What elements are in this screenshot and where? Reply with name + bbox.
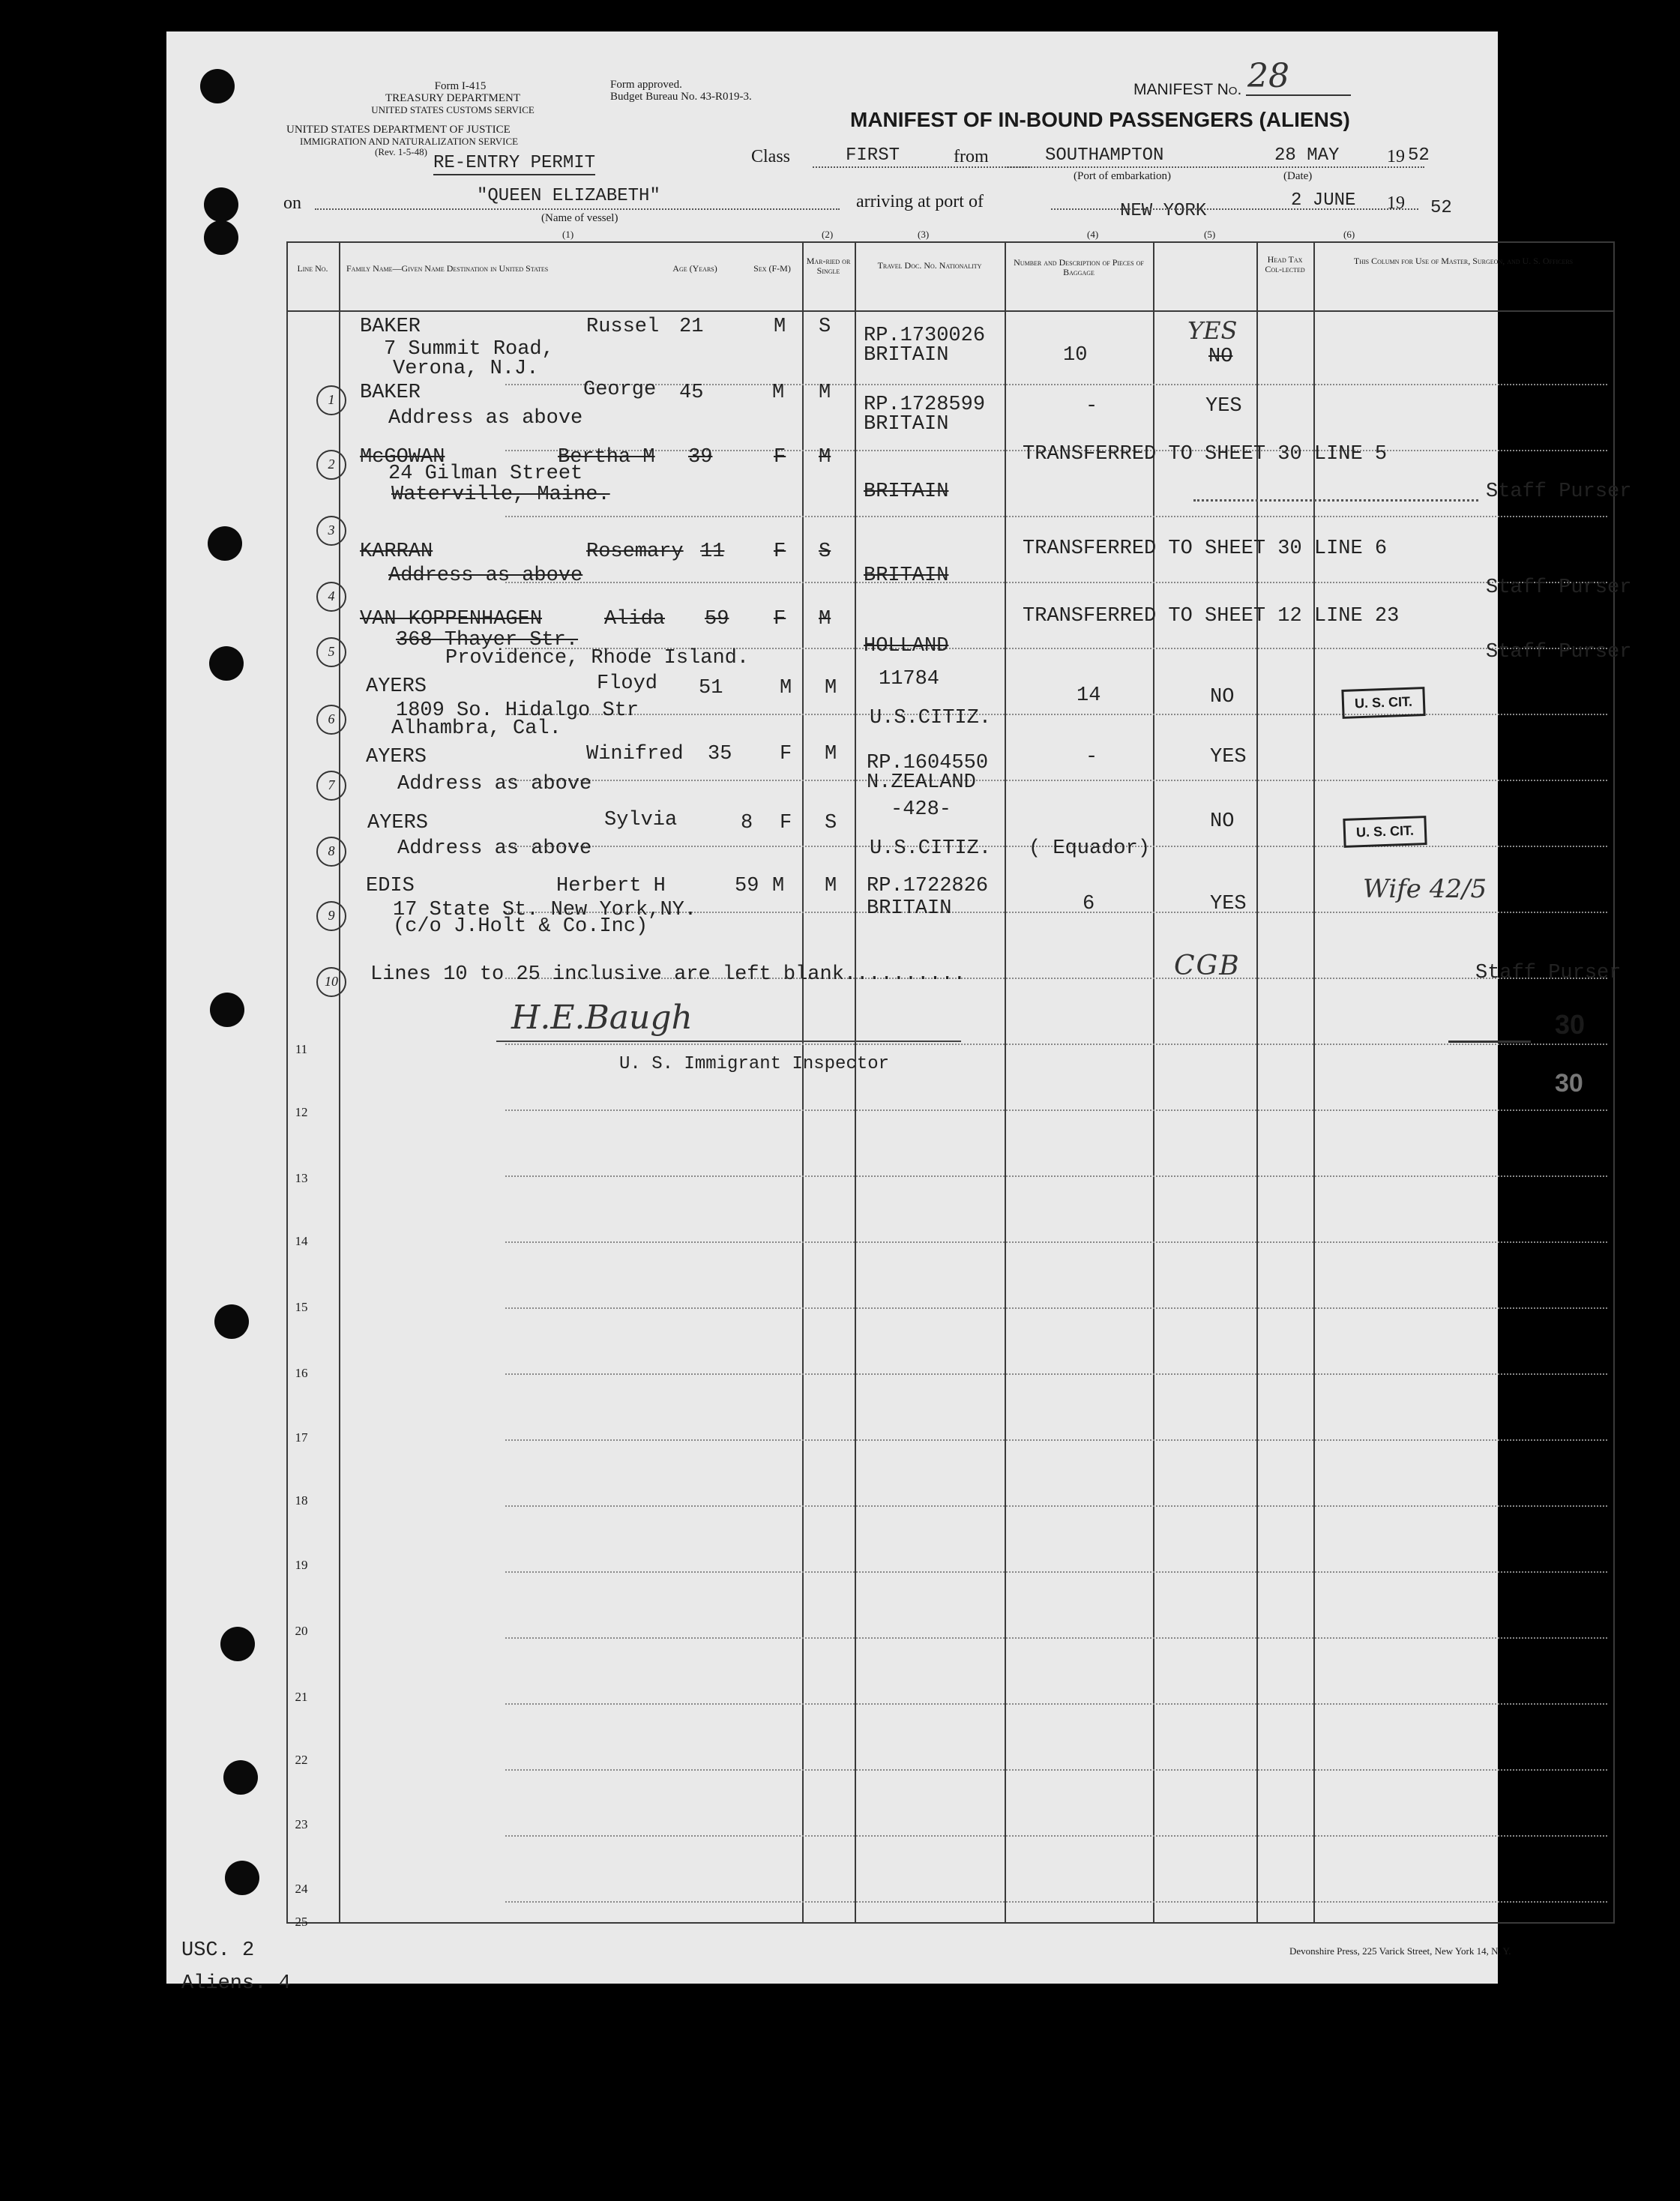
punch-hole xyxy=(200,69,235,103)
given-name: Herbert H xyxy=(556,875,666,897)
line-number: 17 xyxy=(295,1430,308,1445)
col-num-3: (3) xyxy=(918,229,930,240)
line-number: 16 xyxy=(295,1366,308,1380)
family-name: BAKER xyxy=(360,382,421,404)
line-number: 14 xyxy=(295,1234,308,1248)
travel-doc: RP.1730026 xyxy=(864,325,986,347)
sex: F xyxy=(774,608,786,630)
blank-lines-purser: Staff Purser xyxy=(1475,962,1622,984)
punch-hole xyxy=(210,993,244,1027)
family-name: BAKER xyxy=(360,316,421,338)
punch-hole xyxy=(220,1627,255,1661)
travel-doc: RP.1728599 xyxy=(864,394,986,416)
sex: M xyxy=(772,875,785,897)
marital-status: S xyxy=(825,812,837,834)
date-caption: (Date) xyxy=(1283,170,1313,182)
head-tax: YES xyxy=(1187,316,1238,345)
manifest-title: MANIFEST OF IN-BOUND PASSENGERS (ALIENS) xyxy=(850,108,1350,131)
from-value: SOUTHAMPTON xyxy=(1045,145,1164,166)
head-tax-struck: NO xyxy=(1208,346,1233,368)
col-num-1: (1) xyxy=(562,229,574,240)
budget-bureau: Budget Bureau No. 43-R019-3. xyxy=(610,91,752,103)
given-name: Alida xyxy=(604,608,666,630)
nationality: BRITAIN xyxy=(864,413,949,436)
sex: F xyxy=(774,446,786,469)
family-name: KARRAN xyxy=(360,541,433,563)
staff-purser: Staff Purser xyxy=(1486,576,1632,599)
age: 11 xyxy=(700,541,725,563)
punch-hole xyxy=(223,1760,258,1795)
officer-note: Wife 42/5 xyxy=(1363,874,1487,904)
nationality: BRITAIN xyxy=(864,564,949,587)
family-name: VAN KOPPENHAGEN xyxy=(360,608,543,630)
embark-caption: (Port of embarkation) xyxy=(1074,170,1171,182)
travel-doc: RP.1604550 xyxy=(867,752,989,774)
marital-status: M xyxy=(819,446,831,469)
given-name: Winifred xyxy=(586,743,684,765)
line-number: 9 xyxy=(316,901,346,931)
manifest-no-label: MANIFEST No. xyxy=(1133,81,1242,98)
date-year: 52 xyxy=(1408,145,1430,166)
header-baggage: Number and Description of Pieces of Baggage xyxy=(1014,257,1144,277)
justice-dept: UNITED STATES DEPARTMENT OF JUSTICE xyxy=(286,124,511,136)
address-line-1: 24 Gilman Street xyxy=(388,463,583,485)
sex: M xyxy=(780,677,792,699)
address-line-1: Address as above xyxy=(388,407,583,430)
head-tax: NO xyxy=(1210,810,1235,833)
line-number: 8 xyxy=(316,837,346,867)
age: 51 xyxy=(699,677,723,699)
baggage: - xyxy=(1086,395,1098,418)
marital-status: S xyxy=(819,541,831,563)
date-year-prefix: 19 xyxy=(1387,147,1405,166)
col-num-4: (4) xyxy=(1087,229,1099,240)
family-name: AYERS xyxy=(367,812,429,834)
given-name: Bertha M xyxy=(558,446,655,469)
class-label: Class xyxy=(751,147,791,166)
punch-hole xyxy=(209,646,244,681)
arrival-port: NEW YORK xyxy=(1120,201,1207,221)
line-number: 12 xyxy=(295,1105,308,1119)
col-num-6: (6) xyxy=(1343,229,1355,240)
on-label: on xyxy=(283,193,301,213)
header-head-tax: Head Tax Col-lected xyxy=(1265,254,1305,274)
given-name: George xyxy=(583,379,657,401)
line-number: 2 xyxy=(316,450,346,480)
age: 21 xyxy=(679,316,704,338)
marital-status: S xyxy=(819,316,831,338)
page-total: 30 xyxy=(1555,1009,1586,1040)
address-line-1: 368 Thayer Str. xyxy=(396,629,579,651)
col-num-5: (5) xyxy=(1204,229,1216,240)
col-num-2: (2) xyxy=(822,229,834,240)
travel-doc: RP.1722826 xyxy=(867,875,989,897)
sex: F xyxy=(780,743,792,765)
marital-status: M xyxy=(825,677,837,699)
line-number: 3 xyxy=(316,516,346,546)
header-married: Mar-ried or Single xyxy=(806,256,851,276)
nationality: N.ZEALAND xyxy=(867,771,976,794)
marital-status: M xyxy=(825,875,837,897)
arrival-date: 2 JUNE xyxy=(1291,190,1356,211)
line-number: 6 xyxy=(316,705,346,735)
family-name: AYERS xyxy=(366,746,427,768)
given-name: Floyd xyxy=(597,672,658,695)
form-id: Form I-415 xyxy=(434,80,487,92)
age: 45 xyxy=(679,382,704,404)
header-line-no: Line No. xyxy=(297,263,328,274)
manifest-sheet: Form I-415 TREASURY DEPARTMENT UNITED STATES CUSTOMS SERVICE Form approved. Budget Bureau No. 43-R019-3. UNITED STATES DEPARTMENT OF JUSTICE IMMIGRATION AND NATURALIZATION SERVICE (Rev. 1-5-48) MANIFEST No. 28 MANIFEST OF IN-BOUND PASSENGERS (ALIENS) RE-ENTRY PERMIT Class FIRST from SOUTHAMPTON (Port of embarkation) 28 MAY 19 52 (Date) on "QUEEN ELIZABETH" (Name of vessel) arriving at port of NEW YORK 2 JUNE 19 52 (1) (2) (3) (4) (5) (6) Line No. Family Name—Given Name Destination in United States Age (Years) Sex (F-M) Mar-ried or Single Travel Doc. No. Nationality Number and Description of Pieces of Baggage Head Tax Col-lected This Column for Use of Master, Surgeon, and U. S. Officers 1 2 3 4 5 6 7 8 9 10 11 12 13 14 15 16 17 18 19 20 21 22 23 24 25 BAKER Russel 7 Summit Road, Verona, N.J. 21 M S RP.1730026 BRITAIN 10 YES NO BAKER George Address as above 45 M M RP.1728599 BRITAIN - YES McGOWAN Bertha M 24 Gilman Street Waterville, Maine. 39 F M BRITAIN TRANSFERRED TO SHEET 30 LINE 5 Staff Purser KARRAN Rosemary Address as above 11 F S BRITAIN TRANSFERRED TO SHEET 30 LINE 6 Staff Purser VAN KOPPENHAGEN Alida 368 Thayer Str. Providence, Rhode Island. 59 F M HOLLAND TRANSFERRED TO SHEET 12 LINE 23 Staff Purser AYERS Floyd 1809 So. Hidalgo Str Alhambra, Cal. 51 M M 11784 U.S.CITIZ. 14 NO U. S. CIT. AYERS Winifred Address as above 35 F M RP.1604550 N.ZEALAND - YES AYERS Sylvia Address as above 8 F S -428- U.S.CITIZ. ( Equador) NO U. S. CIT. EDIS Herbert H 17 State St. New York,NY. (c/o J.Holt & Co.Inc) 59 M M RP.1722826 BRITAIN 6 YES Wife 42/5 Lines 10 to 25 inclusive are left blank.......... CGB Staff Purser 30 30 H.E.Baugh U. S. Immigrant Inspector USC. 2 Aliens. 4 Devonshire Press, 225 Varick Street, New York 14, N. Y. xyxy=(166,31,1498,1984)
header-name: Family Name—Given Name Destination in United States xyxy=(346,263,549,274)
from-label: from xyxy=(954,147,989,166)
us-citizen-stamp: U. S. CIT. xyxy=(1343,816,1427,848)
age: 39 xyxy=(688,446,713,469)
line-number: 15 xyxy=(295,1300,308,1314)
address-line-2: Alhambra, Cal. xyxy=(391,717,561,740)
address-line-2: (c/o J.Holt & Co.Inc) xyxy=(393,915,648,938)
transfer-note: TRANSFERRED TO SHEET 30 LINE 5 xyxy=(1023,443,1388,466)
address-line-1: 1809 So. Hidalgo Str xyxy=(396,699,639,722)
line-number: 13 xyxy=(295,1171,308,1185)
printer-imprint: Devonshire Press, 225 Varick Street, New York 14, N. Y. xyxy=(1289,1945,1511,1957)
arrival-year-prefix: 19 xyxy=(1387,193,1405,213)
line-number: 18 xyxy=(295,1493,308,1508)
baggage: ( Equador) xyxy=(1029,837,1151,860)
date-value: 28 MAY xyxy=(1274,145,1340,166)
address-line-1: Address as above xyxy=(397,773,592,795)
baggage: 14 xyxy=(1077,684,1101,707)
age: 35 xyxy=(708,743,732,765)
punch-hole xyxy=(204,220,238,255)
nationality: BRITAIN xyxy=(864,481,949,503)
head-tax: YES xyxy=(1210,746,1247,768)
nationality: BRITAIN xyxy=(864,344,949,367)
marital-status: M xyxy=(819,608,831,630)
punch-hole xyxy=(225,1861,259,1895)
address-line-2: Providence, Rhode Island. xyxy=(445,647,750,669)
head-tax: YES xyxy=(1210,893,1247,915)
family-name: AYERS xyxy=(366,675,427,698)
address-line-2: Verona, N.J. xyxy=(393,358,539,380)
family-name: McGOWAN xyxy=(360,446,445,469)
baggage: 6 xyxy=(1083,893,1095,915)
vessel-name: "QUEEN ELIZABETH" xyxy=(477,186,660,206)
head-tax: YES xyxy=(1205,395,1242,418)
staff-purser: Staff Purser xyxy=(1486,641,1632,663)
header-travel: Travel Doc. No. Nationality xyxy=(877,260,982,271)
sex: F xyxy=(780,812,792,834)
line-number: 20 xyxy=(295,1624,308,1638)
baggage: 10 xyxy=(1063,344,1088,367)
line-number: 25 xyxy=(295,1915,308,1929)
line-number: 22 xyxy=(295,1753,308,1767)
given-name: Russel xyxy=(586,316,660,338)
header-sex: Sex (F-M) xyxy=(753,263,791,274)
manifest-no-value: 28 xyxy=(1247,57,1289,95)
header-age: Age (Years) xyxy=(672,263,717,274)
age: 8 xyxy=(741,812,753,834)
given-name: Rosemary xyxy=(586,541,684,563)
given-name: Sylvia xyxy=(604,809,678,831)
travel-doc: 11784 xyxy=(879,668,940,690)
sex: M xyxy=(774,316,786,338)
treasury-dept: TREASURY DEPARTMENT xyxy=(385,92,521,104)
arrival-year: 52 xyxy=(1430,198,1452,218)
footer-aliens: Aliens. 4 xyxy=(181,1972,291,1995)
age: 59 xyxy=(735,875,759,897)
nationality: HOLLAND xyxy=(864,635,949,657)
nationality: U.S.CITIZ. xyxy=(870,707,992,729)
arriving-label: arriving at port of xyxy=(856,192,984,211)
address-line-2: Waterville, Maine. xyxy=(391,484,610,506)
nationality: U.S.CITIZ. xyxy=(870,837,992,860)
line-number: 1 xyxy=(316,385,346,415)
line-number: 4 xyxy=(316,582,346,612)
us-citizen-stamp: U. S. CIT. xyxy=(1341,687,1425,719)
line-number: 19 xyxy=(295,1558,308,1572)
staff-purser: Staff Purser xyxy=(1486,481,1632,503)
address-line-1: 7 Summit Road, xyxy=(384,338,554,361)
family-name: EDIS xyxy=(366,875,415,897)
line-number: 7 xyxy=(316,771,346,801)
blank-lines-note: Lines 10 to 25 inclusive are left blank.......... xyxy=(370,963,966,986)
marital-status: M xyxy=(819,382,831,404)
transfer-note: TRANSFERRED TO SHEET 12 LINE 23 xyxy=(1023,605,1400,627)
punch-hole xyxy=(214,1304,249,1339)
address-line-1: 17 State St. New York,NY. xyxy=(393,899,697,921)
form-approved: Form approved. xyxy=(610,79,682,91)
travel-doc: -428- xyxy=(891,798,952,821)
header-officers: This Column for Use of Master, Surgeon, and U. S. Officers xyxy=(1353,256,1574,266)
ins-service: IMMIGRATION AND NATURALIZATION SERVICE xyxy=(300,136,519,147)
revision: (Rev. 1-5-48) xyxy=(375,146,427,157)
page-total-faded: 30 xyxy=(1555,1069,1583,1098)
vessel-caption: (Name of vessel) xyxy=(541,212,618,224)
inspector-label: U. S. Immigrant Inspector xyxy=(619,1054,890,1074)
sex: F xyxy=(774,541,786,563)
reentry-permit: RE-ENTRY PERMIT xyxy=(433,153,595,175)
customs-service: UNITED STATES CUSTOMS SERVICE xyxy=(371,104,535,115)
line-number: 23 xyxy=(295,1817,308,1831)
head-tax: NO xyxy=(1210,686,1235,708)
baggage: - xyxy=(1086,746,1098,768)
punch-hole xyxy=(208,526,242,561)
age: 59 xyxy=(705,608,729,630)
footer-usc: USC. 2 xyxy=(181,1939,255,1962)
marital-status: M xyxy=(825,743,837,765)
transfer-note: TRANSFERRED TO SHEET 30 LINE 6 xyxy=(1023,538,1388,560)
line-number: 11 xyxy=(295,1042,308,1056)
line-number: 21 xyxy=(295,1690,308,1704)
punch-hole xyxy=(204,187,238,222)
sex: M xyxy=(772,382,785,404)
line-number: 24 xyxy=(295,1882,308,1896)
address-line-1: Address as above xyxy=(388,564,583,587)
address-line-1: Address as above xyxy=(397,837,592,860)
class-value: FIRST xyxy=(846,145,900,166)
line-number: 10 xyxy=(316,967,346,997)
line-number: 5 xyxy=(316,637,346,667)
nationality: BRITAIN xyxy=(867,897,952,920)
